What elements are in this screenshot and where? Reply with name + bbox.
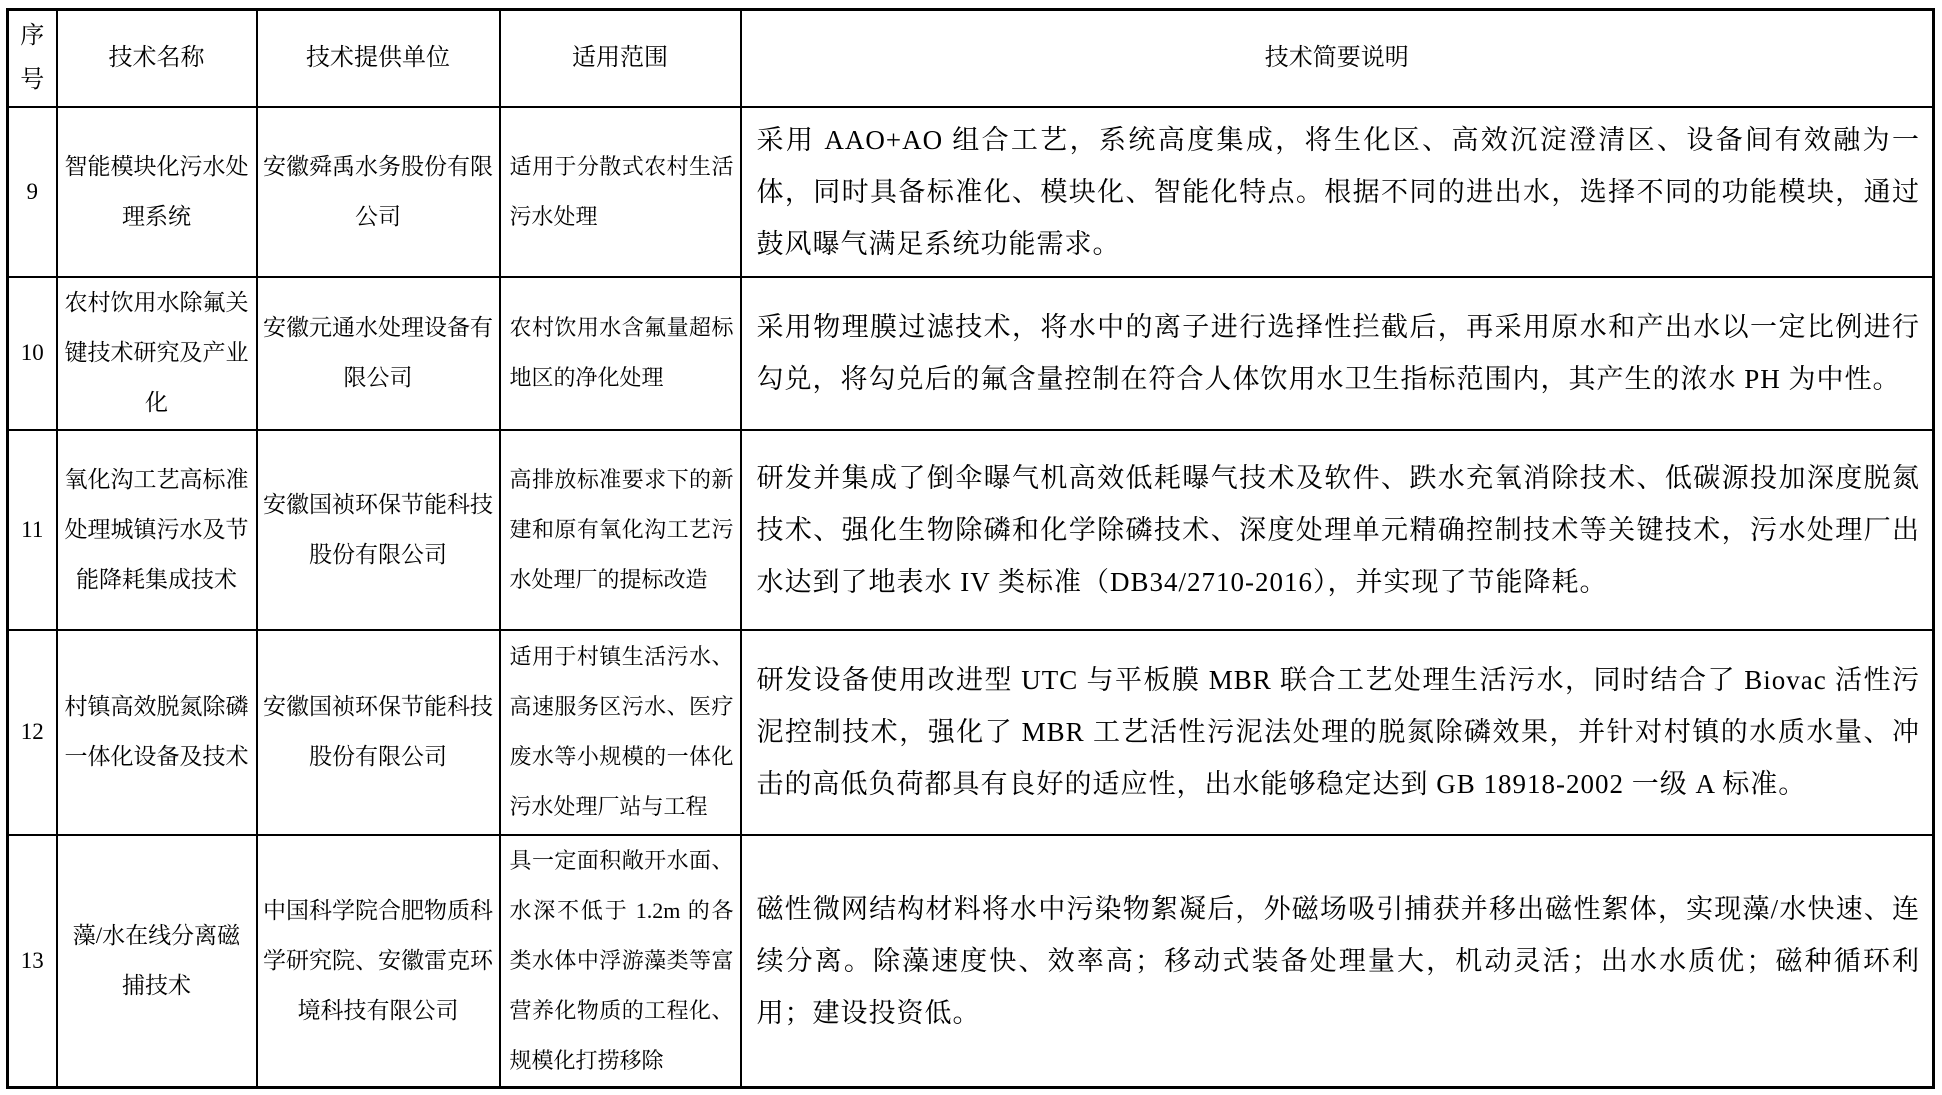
cell-provider: 安徽舜禹水务股份有限公司 — [257, 107, 500, 277]
table-row — [8, 835, 1934, 1088]
cell-name: 村镇高效脱氮除磷一体化设备及技术 — [57, 630, 257, 835]
cell-name: 智能模块化污水处理系统 — [57, 107, 257, 277]
cell-serial: 13 — [8, 835, 57, 1088]
cell-description: 研发设备使用改进型 UTC 与平板膜 MBR 联合工艺处理生活污水，同时结合了 Biovac 活性污泥控制技术，强化了 MBR 工艺活性污泥法处理的脱氮除磷效果，并针对村镇的水质水量、冲击的高低负荷都具有良好的适应性，出水能够稳定达到 GB 18918-2002 一级 A 标准。 — [741, 630, 1934, 835]
table-row — [8, 430, 1934, 630]
cell-provider: 中国科学院合肥物质科学研究院、安徽雷克环境科技有限公司 — [257, 835, 500, 1088]
cell-serial: 9 — [8, 107, 57, 277]
cell-scope: 适用于村镇生活污水、高速服务区污水、医疗废水等小规模的一体化污水处理厂站与工程 — [500, 630, 741, 835]
cell-scope: 高排放标准要求下的新建和原有氧化沟工艺污水处理厂的提标改造 — [500, 430, 741, 630]
cell-serial: 11 — [8, 430, 57, 630]
cell-scope: 适用于分散式农村生活污水处理 — [500, 107, 741, 277]
cell-provider: 安徽国祯环保节能科技股份有限公司 — [257, 430, 500, 630]
cell-description: 采用物理膜过滤技术，将水中的离子进行选择性拦截后，再采用原水和产出水以一定比例进行勾兑，将勾兑后的氟含量控制在符合人体饮用水卫生指标范围内，其产生的浓水 PH 为中性。 — [741, 277, 1934, 430]
cell-description: 研发并集成了倒伞曝气机高效低耗曝气技术及软件、跌水充氧消除技术、低碳源投加深度脱氮技术、强化生物除磷和化学除磷技术、深度处理单元精确控制技术等关键技术，污水处理厂出水达到了地表水 IV 类标准（DB34/2710-2016），并实现了节能降耗。 — [741, 430, 1934, 630]
cell-provider: 安徽元通水处理设备有限公司 — [257, 277, 500, 430]
cell-provider: 安徽国祯环保节能科技股份有限公司 — [257, 630, 500, 835]
cell-name: 藻/水在线分离磁捕技术 — [57, 835, 257, 1088]
col-header-name: 技术名称 — [57, 10, 257, 107]
cell-serial: 10 — [8, 277, 57, 430]
cell-description: 采用 AAO+AO 组合工艺，系统高度集成，将生化区、高效沉淀澄清区、设备间有效融为一体，同时具备标准化、模块化、智能化特点。根据不同的进出水，选择不同的功能模块，通过鼓风曝气满足系统功能需求。 — [741, 107, 1934, 277]
col-header-description: 技术简要说明 — [741, 10, 1934, 107]
cell-description: 磁性微网结构材料将水中污染物絮凝后，外磁场吸引捕获并移出磁性絮体，实现藻/水快速、连续分离。除藻速度快、效率高；移动式装备处理量大，机动灵活；出水水质优；磁种循环利用；建设投资低。 — [741, 835, 1934, 1088]
cell-scope: 具一定面积敞开水面、水深不低于 1.2m 的各类水体中浮游藻类等富营养化物质的工程化、规模化打捞移除 — [500, 835, 741, 1088]
cell-serial: 12 — [8, 630, 57, 835]
technology-table — [6, 8, 1935, 1089]
col-header-serial: 序号 — [8, 10, 57, 107]
table-row — [8, 107, 1934, 277]
table-row — [8, 277, 1934, 430]
cell-name: 农村饮用水除氟关键技术研究及产业化 — [57, 277, 257, 430]
header-row — [8, 10, 1934, 107]
cell-scope: 农村饮用水含氟量超标地区的净化处理 — [500, 277, 741, 430]
col-header-scope: 适用范围 — [500, 10, 741, 107]
cell-name: 氧化沟工艺高标准处理城镇污水及节能降耗集成技术 — [57, 430, 257, 630]
col-header-provider: 技术提供单位 — [257, 10, 500, 107]
table-row — [8, 630, 1934, 835]
